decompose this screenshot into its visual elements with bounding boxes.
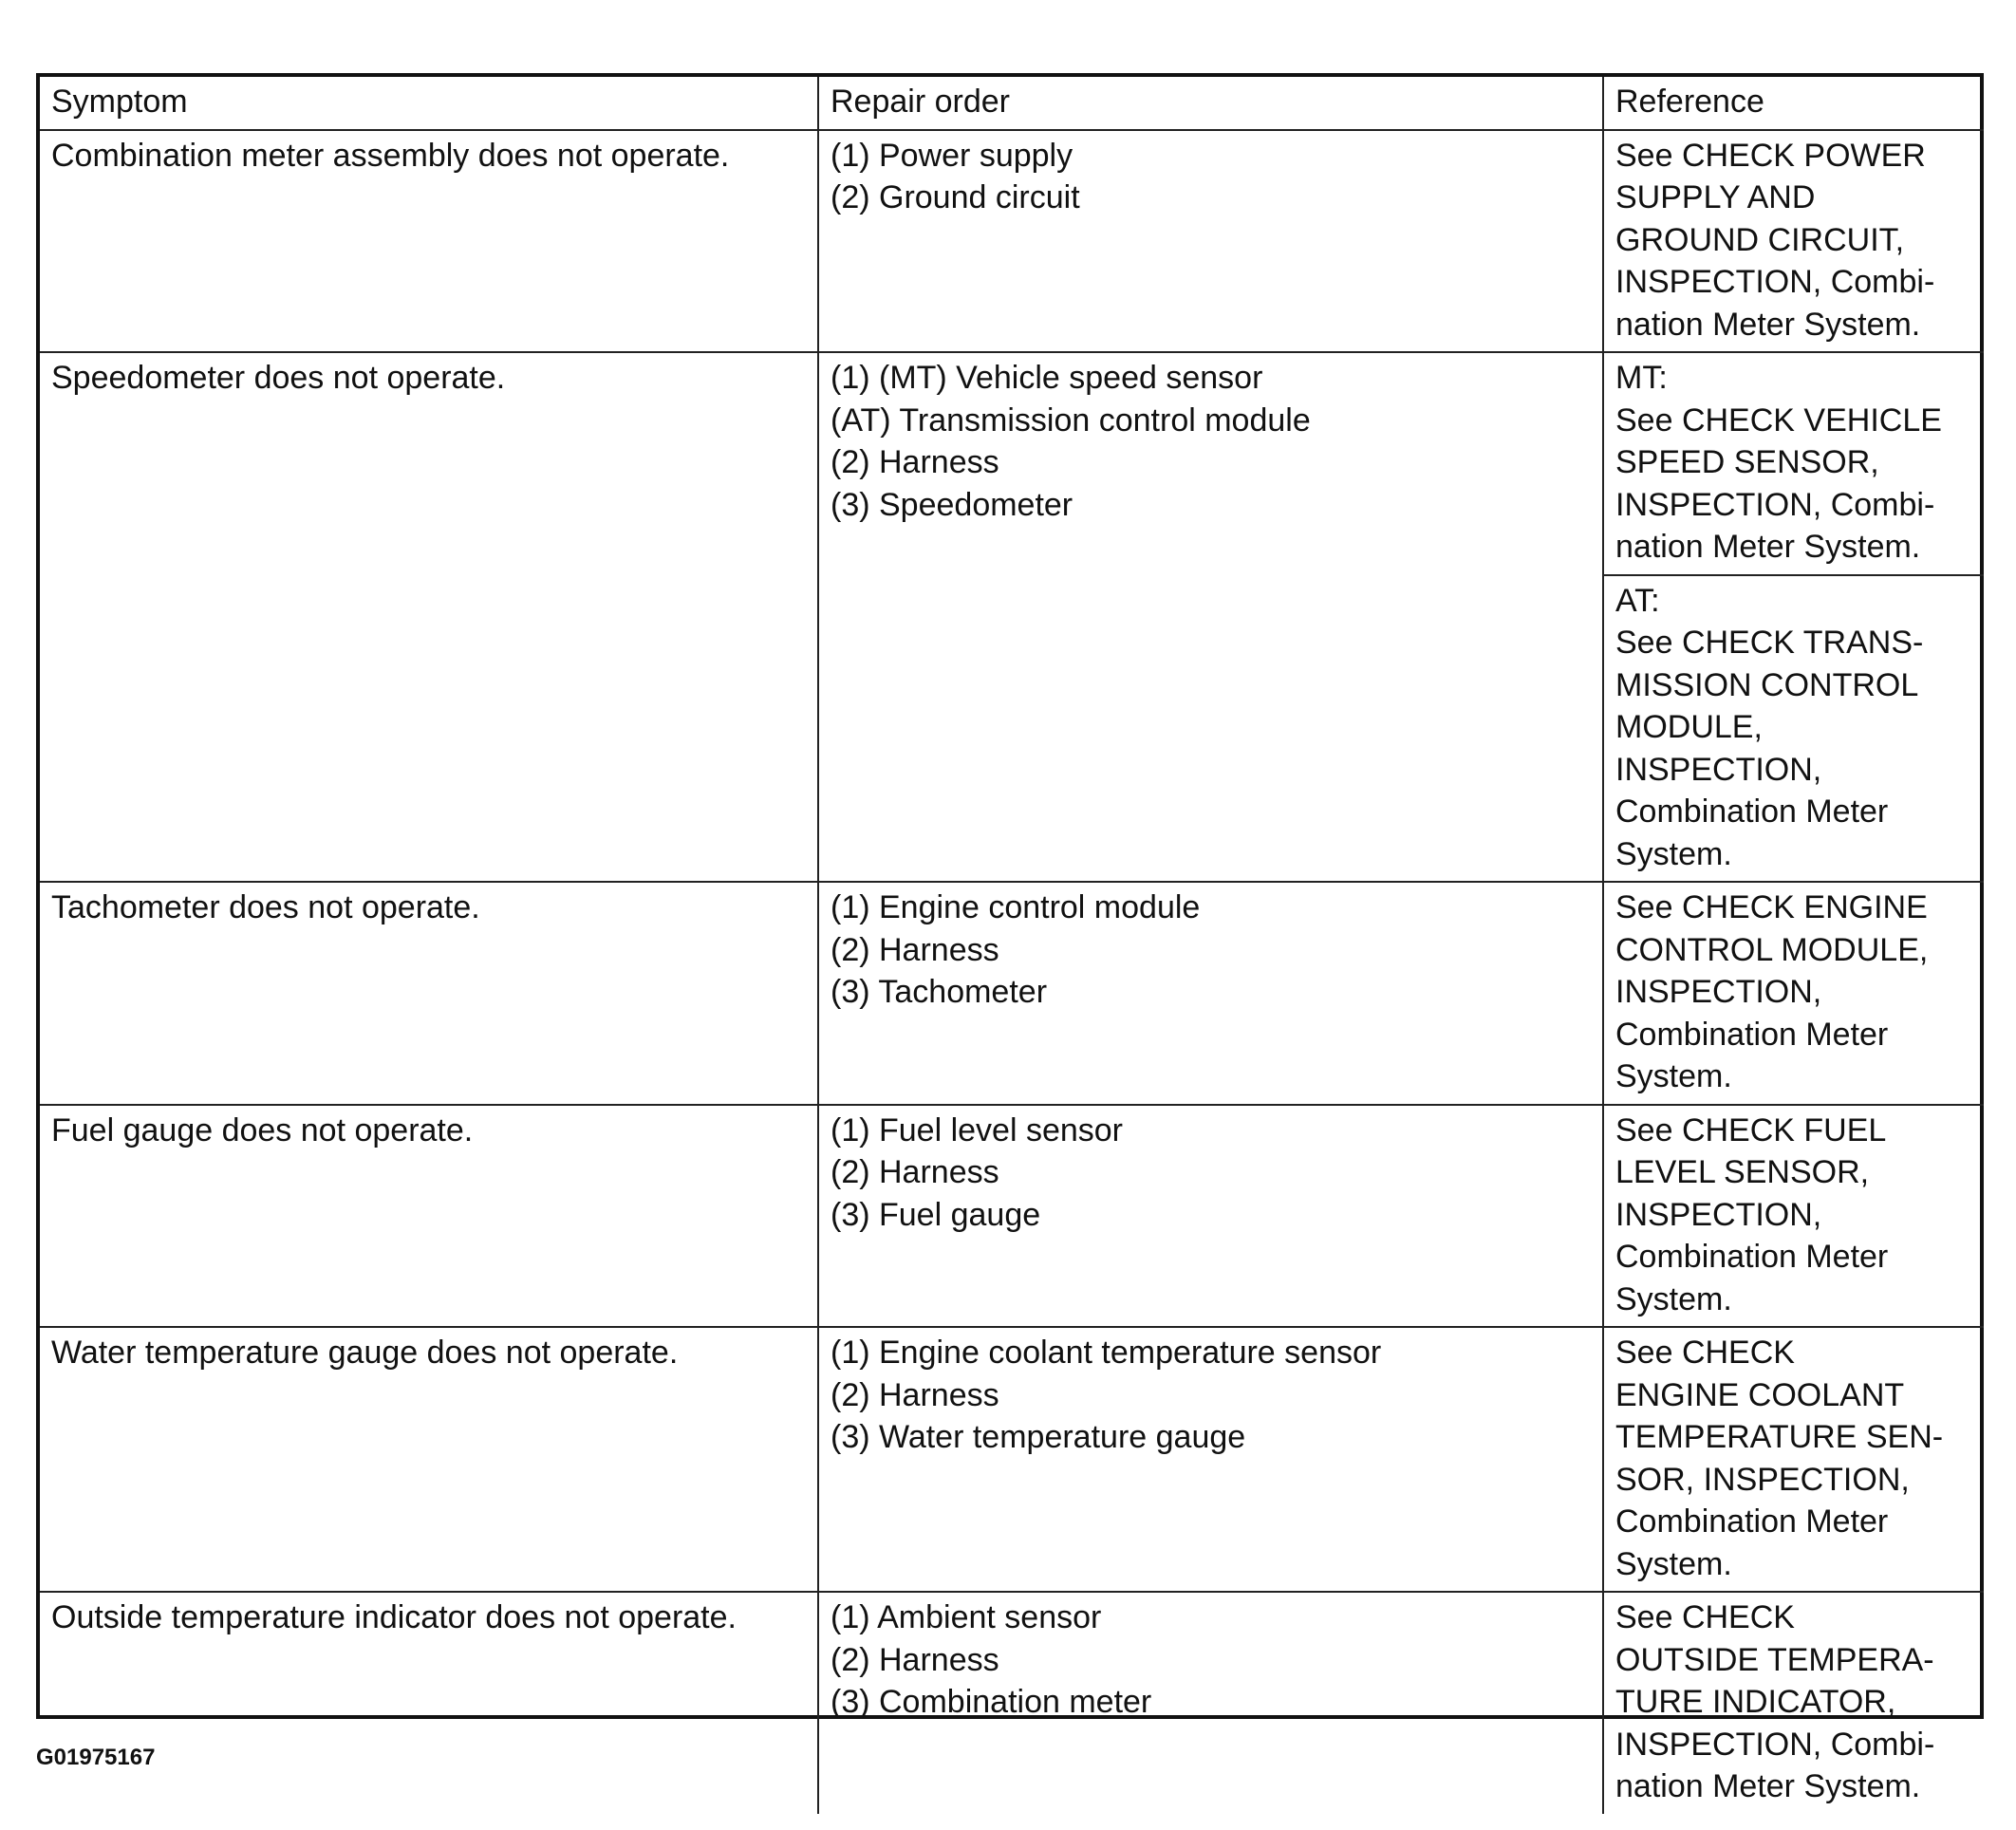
repair-step: (AT) Transmission control module bbox=[831, 401, 1311, 439]
repair-order-cell bbox=[818, 1327, 1603, 1592]
repair-step: (1) (MT) Vehicle speed sensor bbox=[831, 360, 1263, 396]
table-row bbox=[40, 1592, 1984, 1814]
repair-step: (2) Harness bbox=[831, 1641, 999, 1678]
repair-step: (1) Ambient sensor bbox=[831, 1599, 1102, 1635]
reference-cell-at: AT: See CHECK TRANS- MISSION CONTROL MODULE, INSPECTION, Combination Meter System. bbox=[1603, 575, 1984, 883]
table-row bbox=[40, 1327, 1984, 1592]
repair-step: (1) Engine coolant temperature sensor bbox=[831, 1335, 1382, 1371]
table-row bbox=[40, 352, 1984, 575]
symptom-cell: Tachometer does not operate. bbox=[40, 882, 818, 1105]
symptom-cell: Speedometer does not operate. bbox=[40, 352, 818, 882]
repair-step: (3) Combination meter bbox=[831, 1684, 1152, 1720]
repair-step: (2) Ground circuit bbox=[831, 179, 1080, 215]
repair-order-cell bbox=[818, 882, 1603, 1105]
reference-cell-mt: MT: See CHECK VEHICLE SPEED SENSOR, INSPECTION, Combi- nation Meter System. bbox=[1603, 352, 1984, 575]
reference-cell: See CHECK ENGINE COOLANT TEMPERATURE SEN- SOR, INSPECTION, Combination Meter System. bbox=[1603, 1327, 1984, 1592]
reference-cell: See CHECK ENGINE CONTROL MODULE, INSPECTION, Combination Meter System. bbox=[1603, 882, 1984, 1105]
table-row bbox=[40, 882, 1984, 1105]
table-row bbox=[40, 130, 1984, 353]
repair-step: (3) Fuel gauge bbox=[831, 1196, 1041, 1233]
header-reference: Reference bbox=[1603, 77, 1984, 130]
repair-order-cell bbox=[818, 352, 1603, 882]
symptom-cell: Fuel gauge does not operate. bbox=[40, 1105, 818, 1328]
repair-step: (2) Harness bbox=[831, 1376, 999, 1413]
repair-step: (2) Harness bbox=[831, 931, 999, 968]
figure-id: G01975167 bbox=[36, 1745, 156, 1770]
repair-step: (2) Harness bbox=[831, 444, 999, 480]
symptom-cell: Outside temperature indicator does not operate. bbox=[40, 1592, 818, 1814]
repair-step: (3) Water temperature gauge bbox=[831, 1419, 1246, 1455]
repair-step: (2) Harness bbox=[831, 1154, 999, 1190]
header-repair-order: Repair order bbox=[818, 77, 1603, 130]
table-row bbox=[40, 1105, 1984, 1328]
repair-step: (1) Power supply bbox=[831, 137, 1073, 174]
repair-step: (3) Tachometer bbox=[831, 974, 1048, 1010]
repair-order-cell bbox=[818, 130, 1603, 353]
table-header-row bbox=[40, 77, 1984, 130]
repair-step: (3) Speedometer bbox=[831, 486, 1073, 523]
repair-step: (1) Fuel level sensor bbox=[831, 1111, 1124, 1148]
reference-cell: See CHECK POWER SUPPLY AND GROUND CIRCUIT, INSPECTION, Combi- nation Meter System. bbox=[1603, 130, 1984, 353]
diagnostic-table bbox=[40, 77, 1984, 1814]
reference-cell: See CHECK OUTSIDE TEMPERA- TURE INDICATOR, INSPECTION, Combi- nation Meter System. bbox=[1603, 1592, 1984, 1814]
repair-order-cell bbox=[818, 1105, 1603, 1328]
symptom-cell: Combination meter assembly does not operate. bbox=[40, 130, 818, 353]
repair-step: (1) Engine control module bbox=[831, 889, 1201, 925]
symptom-cell: Water temperature gauge does not operate. bbox=[40, 1327, 818, 1592]
header-symptom: Symptom bbox=[40, 77, 818, 130]
repair-order-cell bbox=[818, 1592, 1603, 1814]
reference-cell: See CHECK FUEL LEVEL SENSOR, INSPECTION, Combination Meter System. bbox=[1603, 1105, 1984, 1328]
